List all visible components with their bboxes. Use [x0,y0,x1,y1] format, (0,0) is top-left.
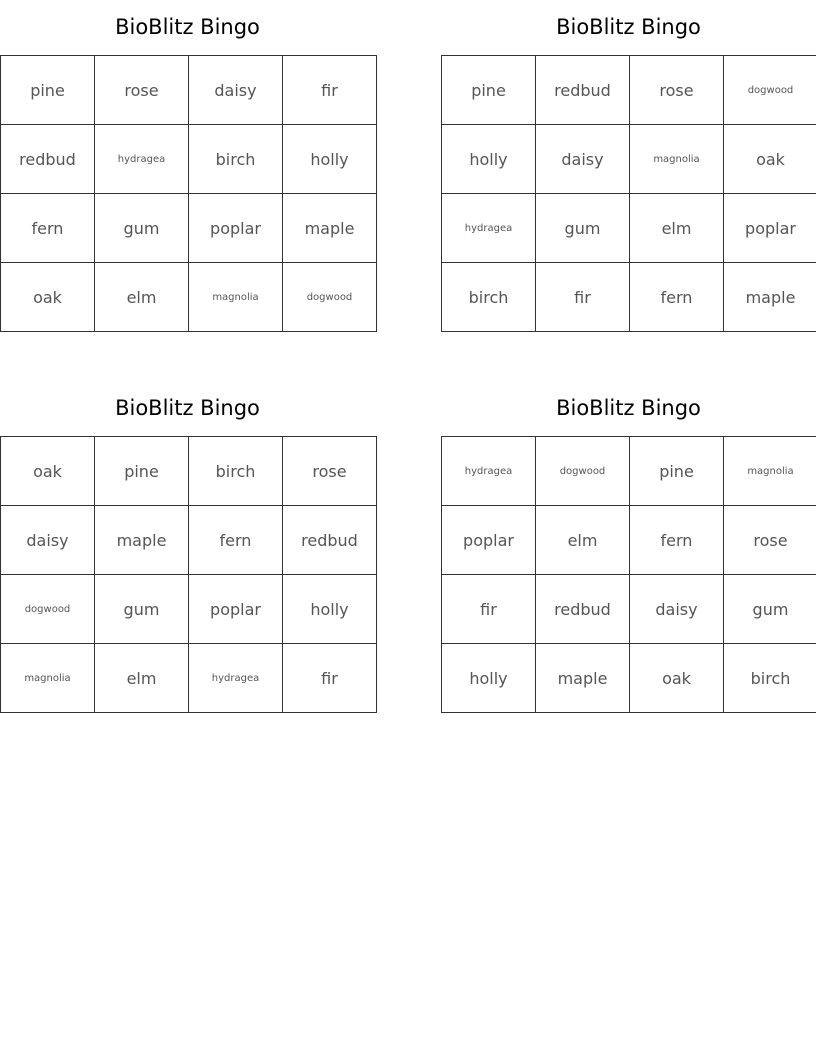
bingo-cell: hydragea [442,437,536,506]
grid-row [442,56,816,125]
bingo-card-4 [441,381,816,713]
bingo-cell: poplar [189,194,283,263]
bingo-cell: dogwood [536,437,630,506]
bingo-cell: fern [630,506,724,575]
bingo-cell: pine [442,56,536,125]
bingo-cell: maple [283,194,377,263]
bingo-cell: gum [724,575,816,644]
bingo-cell: fir [283,644,377,713]
bingo-cell: maple [95,506,189,575]
bingo-cell: gum [95,194,189,263]
bingo-cell: fir [442,575,536,644]
bingo-cell: daisy [536,125,630,194]
bingo-cell: poplar [189,575,283,644]
bingo-cell: elm [95,263,189,332]
bingo-cell: rose [630,56,724,125]
bingo-cell: daisy [630,575,724,644]
bingo-cell: poplar [442,506,536,575]
bingo-grid [441,55,816,332]
bingo-grid [0,55,377,332]
bingo-cell: pine [95,437,189,506]
bingo-cell: oak [630,644,724,713]
bingo-cell: rose [283,437,377,506]
bingo-cell: fern [630,263,724,332]
grid-row [442,263,816,332]
bingo-cell: hydragea [189,644,283,713]
bingo-cell: maple [724,263,816,332]
bingo-cell: dogwood [1,575,95,644]
bingo-cell: birch [442,263,536,332]
bingo-cell: rose [724,506,816,575]
bingo-cell: pine [1,56,95,125]
bingo-cell: elm [95,644,189,713]
bingo-grid [0,436,377,713]
bingo-cell: redbud [1,125,95,194]
bingo-cell: fir [536,263,630,332]
grid-row [442,125,816,194]
card-title: BioBlitz Bingo [115,15,260,39]
bingo-cell: poplar [724,194,816,263]
bingo-cell: magnolia [1,644,95,713]
bingo-cell: redbud [536,575,630,644]
grid-row [1,506,377,575]
bingo-cell: dogwood [283,263,377,332]
bingo-cell: daisy [189,56,283,125]
grid-row [1,56,377,125]
bingo-cell: birch [189,125,283,194]
bingo-card-1 [0,0,375,332]
bingo-cell: rose [95,56,189,125]
bingo-cell: holly [283,125,377,194]
bingo-cell: dogwood [724,56,816,125]
bingo-cell: oak [724,125,816,194]
bingo-cell: daisy [1,506,95,575]
bingo-cell: elm [630,194,724,263]
bingo-cell: oak [1,437,95,506]
bingo-cell: pine [630,437,724,506]
grid-row [442,575,816,644]
grid-row [442,194,816,263]
card-title: BioBlitz Bingo [556,15,701,39]
bingo-cell: fir [283,56,377,125]
bingo-cell: gum [95,575,189,644]
bingo-cell: magnolia [724,437,816,506]
bingo-cell: gum [536,194,630,263]
grid-row [1,437,377,506]
grid-row [1,575,377,644]
bingo-cell: fern [189,506,283,575]
card-title: BioBlitz Bingo [115,396,260,420]
bingo-cell: holly [283,575,377,644]
grid-row [1,194,377,263]
grid-row [1,263,377,332]
grid-row [442,437,816,506]
bingo-cell: magnolia [189,263,283,332]
bingo-cell: birch [189,437,283,506]
bingo-card-2 [441,0,816,332]
bingo-cell: elm [536,506,630,575]
bingo-card-3 [0,381,375,713]
grid-row [1,644,377,713]
bingo-cell: maple [536,644,630,713]
bingo-cell: hydragea [442,194,536,263]
bingo-cell: hydragea [95,125,189,194]
card-title: BioBlitz Bingo [556,396,701,420]
bingo-cell: birch [724,644,816,713]
grid-row [442,506,816,575]
bingo-grid [441,436,816,713]
grid-row [1,125,377,194]
bingo-cell: redbud [536,56,630,125]
bingo-cell: redbud [283,506,377,575]
grid-row [442,644,816,713]
bingo-cell: holly [442,644,536,713]
bingo-cell: oak [1,263,95,332]
bingo-cell: holly [442,125,536,194]
bingo-cell: magnolia [630,125,724,194]
bingo-cell: fern [1,194,95,263]
